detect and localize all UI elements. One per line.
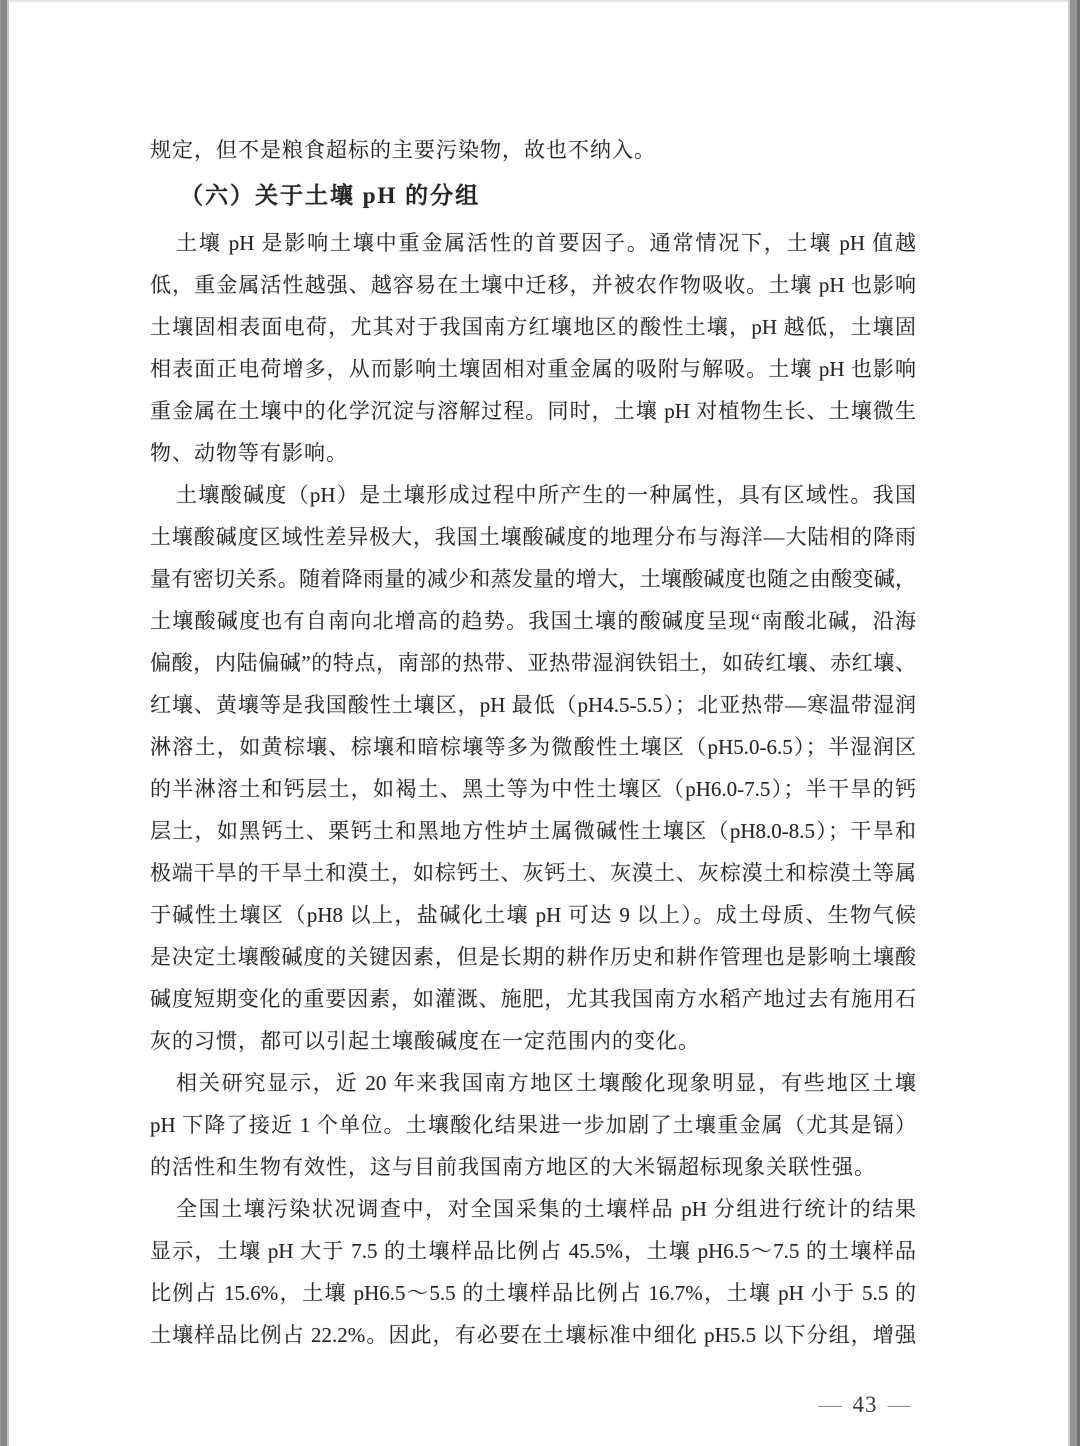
page-number: [780, 1388, 950, 1422]
text-line-11: 量有密切关系。随着降雨量的减少和蒸发量的增大，土壤酸碱度也随之由酸变碱，: [150, 567, 916, 591]
text-line-21: 碱度短期变化的重要因素，如灌溉、施肥，尤其我国南方水稻产地过去有施用石: [150, 987, 916, 1011]
text-line-19: 于碱性土壤区（pH8 以上，盐碱化土壤 pH 可达 9 以上）。成土母质、生物气候: [150, 903, 916, 927]
text-line-29: 土壤样品比例占 22.2%。因此，有必要在土壤标准中细化 pH5.5 以下分组，增强: [150, 1323, 916, 1347]
page-number-dash-left: —: [818, 1392, 843, 1417]
text-line-10: 土壤酸碱度区域性差异极大，我国土壤酸碱度的地理分布与海洋—大陆相的降雨: [150, 525, 916, 549]
text-line-12: 土壤酸碱度也有自南向北增高的趋势。我国土壤的酸碱度呈现“南酸北碱，沿海: [150, 609, 916, 633]
text-line-14: 红壤、黄壤等是我国酸性土壤区，pH 最低（pH4.5-5.5）；北亚热带—寒温带湿润: [150, 693, 916, 717]
text-line-16: 的半淋溶土和钙层土，如褐土、黑土等为中性土壤区（pH6.0-7.5）；半干旱的钙: [150, 777, 916, 801]
section-heading: （六）关于土壤 pH 的分组: [180, 183, 481, 208]
page-number-value: 43: [852, 1392, 878, 1417]
text-line-27: 显示，土壤 pH 大于 7.5 的土壤样品比例占 45.5%，土壤 pH6.5～7.5 的土壤样品: [150, 1239, 916, 1263]
text-line-9: 土壤酸碱度（pH）是土壤形成过程中所产生的一种属性，具有区域性。我国: [176, 483, 916, 507]
text-line-20: 是决定土壤酸碱度的关键因素，但是长期的耕作历史和耕作管理也是影响土壤酸: [150, 945, 916, 969]
text-line-4: 低，重金属活性越强、越容易在土壤中迁移，并被农作物吸收。土壤 pH 也影响: [150, 273, 916, 297]
text-line-25: 的活性和生物有效性，这与目前我国南方地区的大米镉超标现象关联性强。: [150, 1155, 876, 1179]
text-line-1: 规定，但不是粮食超标的主要污染物，故也不纳入。: [150, 138, 656, 162]
text-line-3: 土壤 pH 是影响土壤中重金属活性的首要因子。通常情况下，土壤 pH 值越: [176, 231, 916, 255]
text-line-5: 土壤固相表面电荷，尤其对于我国南方红壤地区的酸性土壤，pH 越低，土壤固: [150, 315, 916, 339]
text-line-15: 淋溶土，如黄棕壤、棕壤和暗棕壤等多为微酸性土壤区（pH5.0-6.5）；半湿润区: [150, 735, 916, 759]
text-content: [150, 129, 916, 1356]
page-number-dash-right: —: [887, 1392, 912, 1417]
text-line-22: 灰的习惯，都可以引起土壤酸碱度在一定范围内的变化。: [150, 1029, 700, 1053]
text-line-7: 重金属在土壤中的化学沉淀与溶解过程。同时，土壤 pH 对植物生长、土壤微生: [150, 399, 916, 423]
window-right-edge: [1068, 0, 1080, 1446]
text-line-18: 极端干旱的干旱土和漠土，如棕钙土、灰钙土、灰漠土、灰棕漠土和棕漠土等属: [150, 861, 916, 885]
text-line-8: 物、动物等有影响。: [150, 441, 348, 465]
window-left-edge: [0, 0, 9, 1446]
text-line-13: 偏酸，内陆偏碱”的特点，南部的热带、亚热带湿润铁铝土，如砖红壤、赤红壤、: [150, 651, 916, 675]
text-line-6: 相表面正电荷增多，从而影响土壤固相对重金属的吸附与解吸。土壤 pH 也影响: [150, 357, 916, 381]
text-line-26: 全国土壤污染状况调查中，对全国采集的土壤样品 pH 分组进行统计的结果: [176, 1197, 916, 1221]
text-line-28: 比例占 15.6%，土壤 pH6.5～5.5 的土壤样品比例占 16.7%，土壤 pH 小于 5.5 的: [150, 1281, 916, 1305]
window-top-edge: [9, 0, 1068, 2]
text-line-23: 相关研究显示，近 20 年来我国南方地区土壤酸化现象明显，有些地区土壤: [176, 1071, 916, 1095]
text-line-24: pH 下降了接近 1 个单位。土壤酸化结果进一步加剧了土壤重金属（尤其是镉）: [150, 1113, 916, 1137]
text-line-17: 层土，如黑钙土、栗钙土和黑地方性垆土属微碱性土壤区（pH8.0-8.5）；干旱和: [150, 819, 916, 843]
